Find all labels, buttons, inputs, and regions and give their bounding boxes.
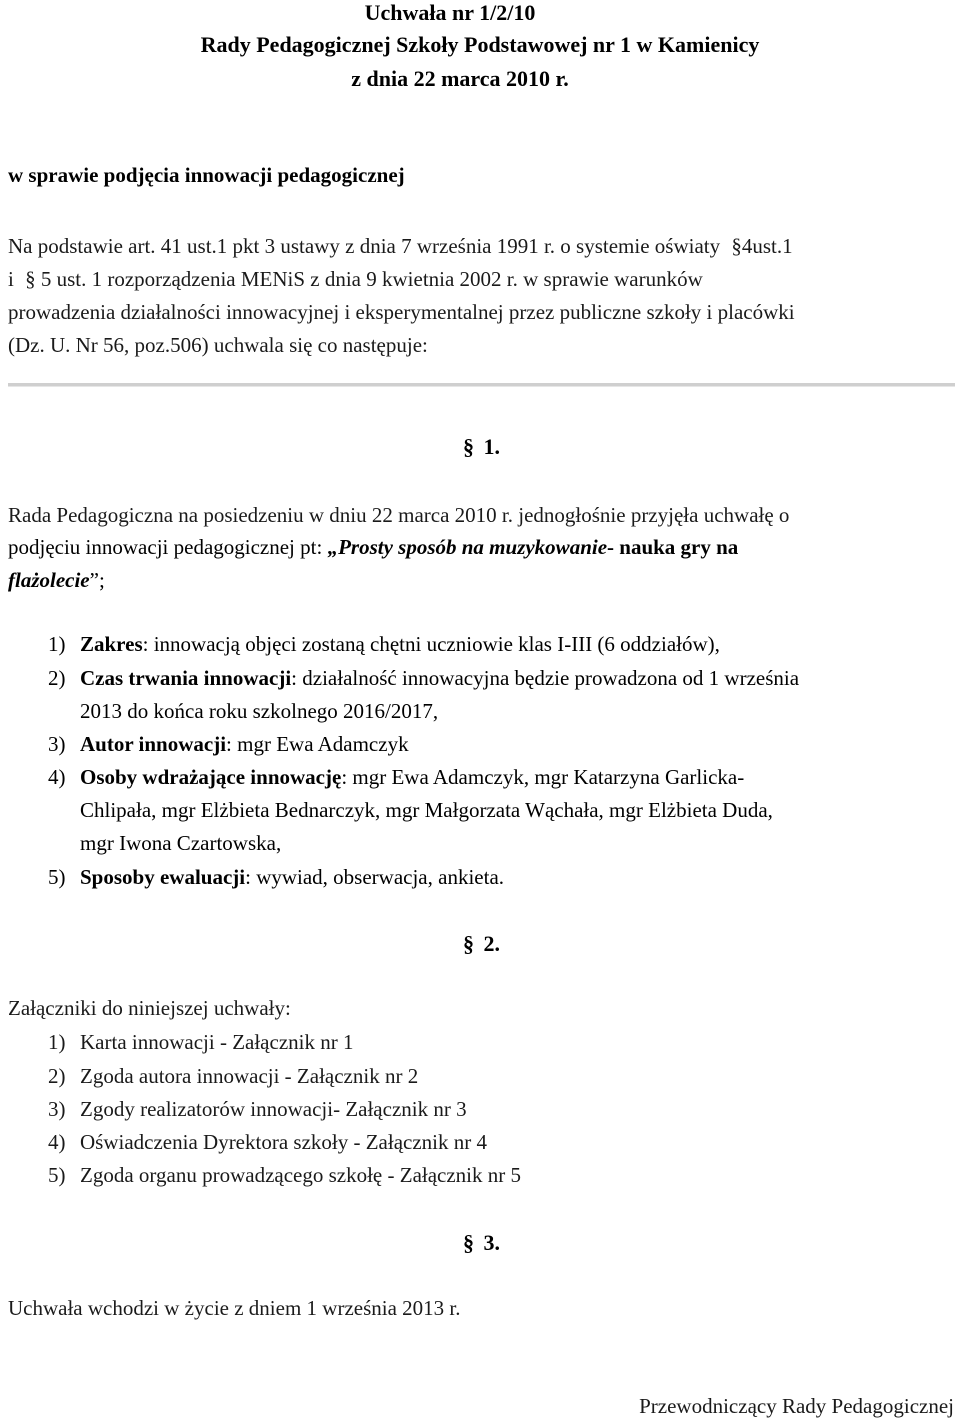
- list-item: [48, 734, 409, 755]
- attachment-item: [48, 1099, 467, 1120]
- item-label: Autor innowacji: [80, 732, 227, 756]
- item-text: : działalność innowacyjna będzie prowadzona od 1 września: [291, 666, 800, 690]
- list-item: [48, 867, 504, 888]
- resolution-date: z dnia 22 marca 2010 r.: [351, 66, 569, 91]
- section-symbol: §: [463, 931, 474, 956]
- section-2-heading: [463, 933, 500, 955]
- list-item-continuation: mgr Iwona Czartowska,: [80, 831, 282, 855]
- item-text: : mgr Ewa Adamczyk, mgr Katarzyna Garlicka-: [341, 765, 745, 789]
- list-item: [48, 634, 720, 655]
- attachment-item: [48, 1066, 418, 1087]
- horizontal-rule: [8, 383, 955, 387]
- intro-text: podjęciu innowacji pedagogicznej pt:: [8, 535, 328, 559]
- preamble-line-3: prowadzenia działalności innowacyjnej i eksperymentalnej przez publiczne szkoły i placówki: [8, 300, 795, 324]
- item-label: Zakres: [80, 632, 143, 656]
- item-text: Oświadczenia Dyrektora szkoły - Załącznik nr 4: [80, 1130, 487, 1154]
- item-text: Zgoda organu prowadzącego szkołę - Załącznik nr 5: [80, 1163, 522, 1187]
- list-item: [48, 668, 799, 689]
- preamble-line-1: [8, 236, 793, 257]
- section-number: 2.: [483, 931, 500, 956]
- attachment-item: [48, 1132, 487, 1153]
- section-symbol: §: [463, 434, 474, 459]
- preamble-line-4: (Dz. U. Nr 56, poz.506) uchwala się co następuje:: [8, 333, 428, 357]
- section-number: 3.: [483, 1230, 500, 1255]
- item-number: 3): [48, 732, 66, 756]
- item-number: 5): [48, 1163, 66, 1187]
- item-label: Sposoby ewaluacji: [80, 865, 246, 889]
- resolution-subject: w sprawie podjęcia innowacji pedagogicznej: [8, 163, 405, 187]
- attachments-heading: Załączniki do niniejszej uchwały:: [8, 996, 291, 1020]
- list-item: [48, 767, 744, 788]
- preamble-line-2: [8, 269, 703, 290]
- item-number: 1): [48, 1030, 66, 1054]
- item-text: : mgr Ewa Adamczyk: [226, 732, 409, 756]
- preamble-text: Na podstawie art. 41 ust.1 pkt 3 ustawy z dnia 7 września 1991 r. o systemie oświaty: [8, 234, 721, 258]
- section-1-heading: [463, 436, 500, 458]
- preamble-conjunction: i: [8, 267, 14, 291]
- item-label: Czas trwania innowacji: [80, 666, 292, 690]
- section-1-intro-line-2: [8, 537, 738, 558]
- item-number: 4): [48, 765, 66, 789]
- section-1-intro-line-1: Rada Pedagogiczna na posiedzeniu w dniu 22 marca 2010 r. jednogłośnie przyjęła uchwałę o: [8, 503, 790, 527]
- section-3-heading: [463, 1232, 500, 1254]
- item-number: 2): [48, 666, 66, 690]
- attachment-item: [48, 1032, 353, 1053]
- item-number: 3): [48, 1097, 66, 1121]
- item-text: : innowacją objęci zostaną chętni uczniowie klas I-III (6 oddziałów),: [142, 632, 720, 656]
- item-number: 4): [48, 1130, 66, 1154]
- item-text: : wywiad, obserwacja, ankieta.: [245, 865, 505, 889]
- signature-line: Przewodniczący Rady Pedagogicznej: [639, 1394, 954, 1418]
- item-label: Osoby wdrażające innowację: [80, 765, 342, 789]
- preamble-text: 5 ust. 1 rozporządzenia MENiS z dnia 9 kwietnia 2002 r. w sprawie warunków: [40, 267, 703, 291]
- item-number: 2): [48, 1064, 66, 1088]
- section-symbol: §: [25, 267, 36, 291]
- attachment-item: [48, 1165, 521, 1186]
- preamble-ref: 4ust.1: [741, 234, 793, 258]
- innovation-title-end: flażolecie: [8, 568, 90, 592]
- section-symbol: §: [731, 234, 742, 258]
- item-text: Zgody realizatorów innowacji- Załącznik nr 3: [80, 1097, 467, 1121]
- item-text: Karta innowacji - Załącznik nr 1: [80, 1030, 354, 1054]
- section-number: 1.: [483, 434, 500, 459]
- section-1-intro-line-3: [8, 570, 105, 591]
- resolution-number: Uchwała nr 1/2/10: [364, 0, 536, 25]
- list-item-continuation: Chlipała, mgr Elżbieta Bednarczyk, mgr Małgorzata Wąchała, mgr Elżbieta Duda,: [80, 798, 773, 822]
- intro-text: ”;: [89, 568, 105, 592]
- item-text: Zgoda autora innowacji - Załącznik nr 2: [80, 1064, 419, 1088]
- effective-date: Uchwała wchodzi w życie z dniem 1 września 2013 r.: [8, 1296, 461, 1320]
- item-number: 1): [48, 632, 66, 656]
- innovation-subtitle: - nauka gry na: [607, 535, 739, 559]
- item-number: 5): [48, 865, 66, 889]
- section-symbol: §: [463, 1230, 474, 1255]
- list-item-continuation: 2013 do końca roku szkolnego 2016/2017,: [80, 699, 439, 723]
- resolution-body: Rady Pedagogicznej Szkoły Podstawowej nr 1 w Kamienicy: [200, 32, 760, 57]
- innovation-title: „Prosty sposób na muzykowanie: [327, 535, 608, 559]
